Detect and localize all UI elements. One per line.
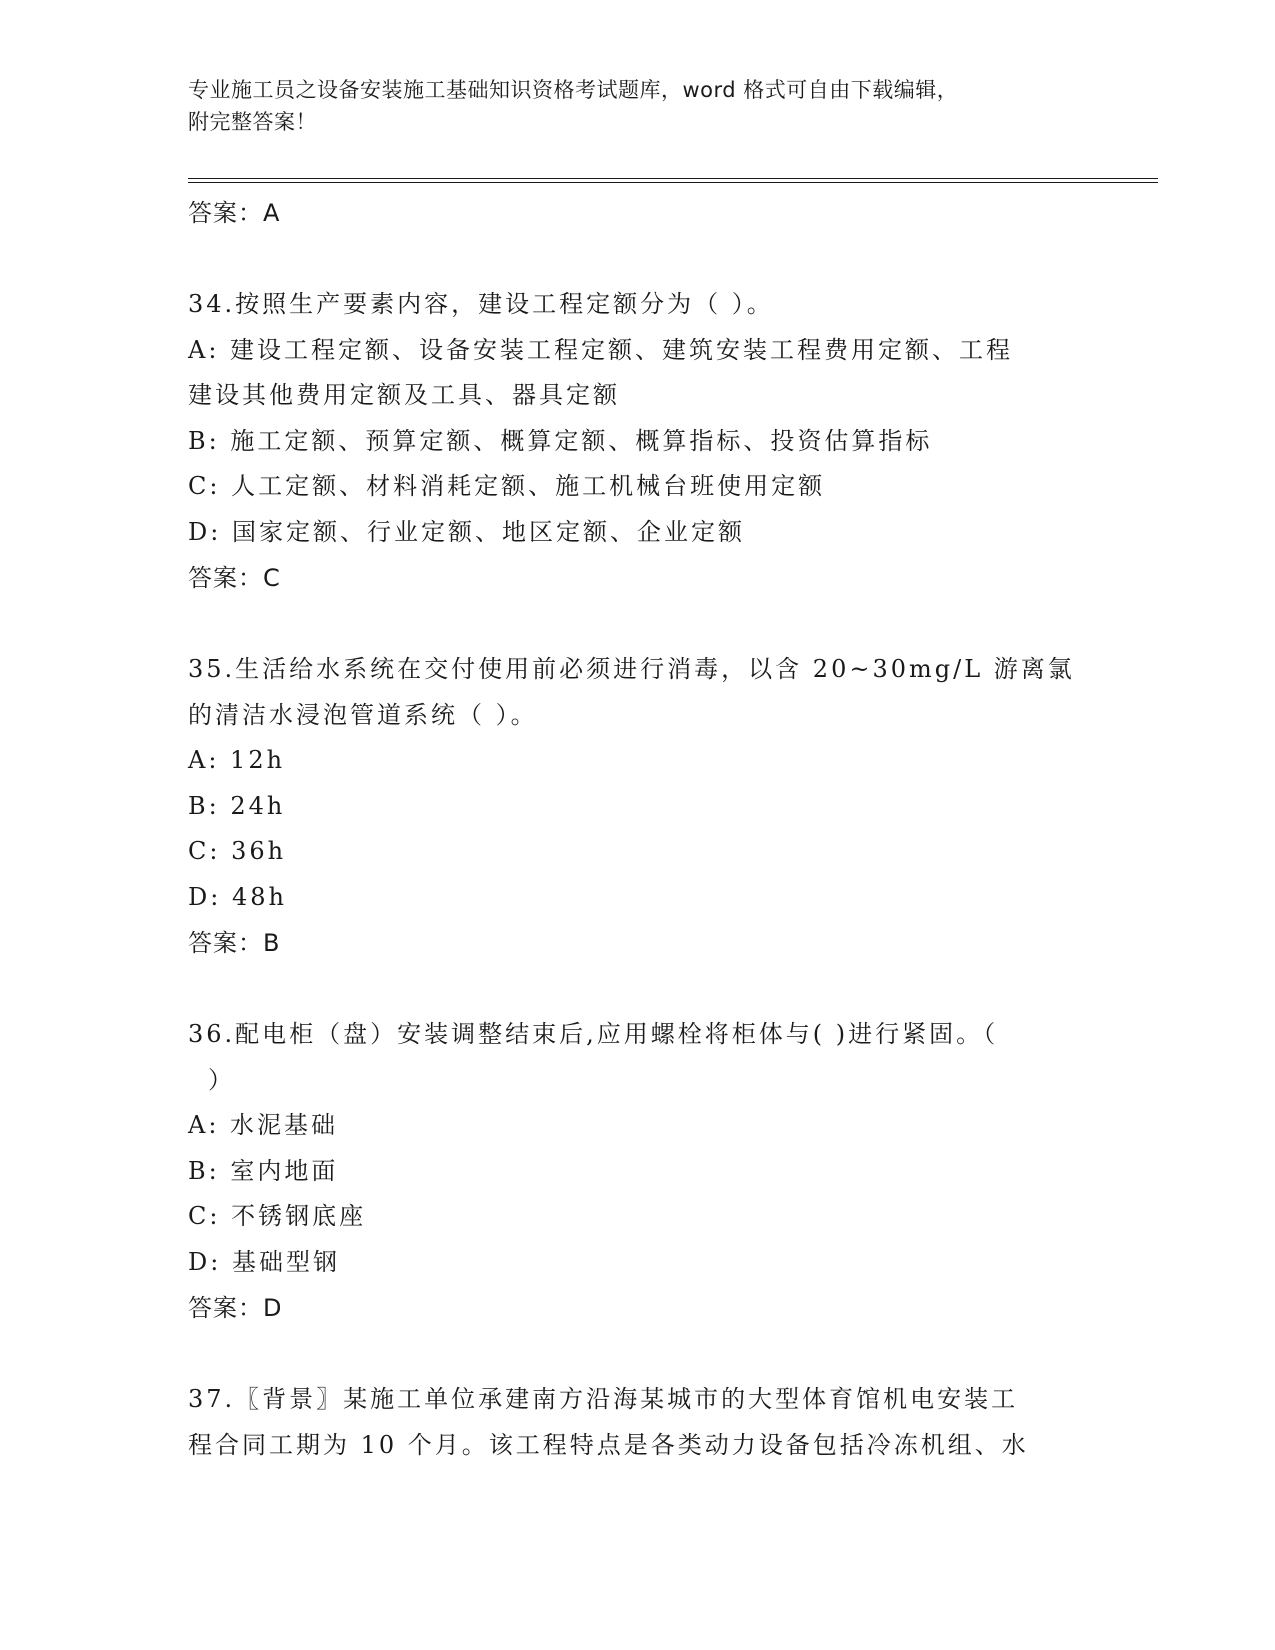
spacer <box>188 236 1088 282</box>
question-stem: 36.配电柜（盘）安装调整结束后,应用螺栓将柜体与( )进行紧固。（ <box>188 1020 999 1048</box>
question-stem-continued: 程合同工期为 10 个月。该工程特点是各类动力设备包括冷冻机组、水 <box>188 1430 1029 1459</box>
header-divider-double <box>188 182 1158 183</box>
question-34 <box>188 282 1088 601</box>
question-list <box>188 190 1088 1468</box>
option-c: C: 人工定额、材料消耗定额、施工机械台班使用定额 <box>188 472 826 500</box>
answer: 答案：B <box>188 929 281 957</box>
option-d: D: 基础型钢 <box>188 1247 340 1276</box>
option-b: B: 施工定额、预算定额、概算定额、概算指标、投资估算指标 <box>188 426 933 455</box>
option-a: A: 建设工程定额、设备安装工程定额、建筑安装工程费用定额、工程 <box>188 335 1014 364</box>
header-title-line-2: 附完整答案！ <box>188 110 317 134</box>
answer: 答案：D <box>188 1294 283 1322</box>
option-c: C: 36h <box>188 837 287 865</box>
option-a-continued: 建设其他费用定额及工具、器具定额 <box>188 381 620 409</box>
question-stem: 37.〖背景〗某施工单位承建南方沿海某城市的大型体育馆机电安装工 <box>188 1385 1019 1413</box>
question-35 <box>188 647 1088 966</box>
spacer <box>188 966 1088 1012</box>
option-c: C: 不锈钢底座 <box>188 1202 367 1230</box>
question-stem: 34.按照生产要素内容，建设工程定额分为（ ）。 <box>188 290 774 318</box>
page-header <box>188 74 1088 138</box>
header-title-line-1: 专业施工员之设备安装施工基础知识资格考试题库，word 格式可自由下载编辑， <box>188 78 959 102</box>
option-d: D: 国家定额、行业定额、地区定额、企业定额 <box>188 517 745 546</box>
spacer <box>188 601 1088 647</box>
answer-previous: 答案：A <box>188 199 281 227</box>
question-stem: 35.生活给水系统在交付使用前必须进行消毒，以含 20~30mg/L 游离氯 <box>188 655 1075 683</box>
option-a: A: 12h <box>188 746 286 774</box>
question-stem-continued: 的清洁水浸泡管道系统（ ）。 <box>188 700 538 729</box>
header-divider <box>188 178 1158 179</box>
question-37 <box>188 1377 1088 1468</box>
option-a: A: 水泥基础 <box>188 1111 339 1139</box>
option-b: B: 24h <box>188 791 286 820</box>
option-d: D: 48h <box>188 882 287 911</box>
question-stem-continued: ） <box>208 1065 235 1094</box>
question-36 <box>188 1012 1088 1331</box>
option-b: B: 室内地面 <box>188 1156 339 1185</box>
spacer <box>188 1331 1088 1377</box>
answer: 答案：C <box>188 564 281 592</box>
